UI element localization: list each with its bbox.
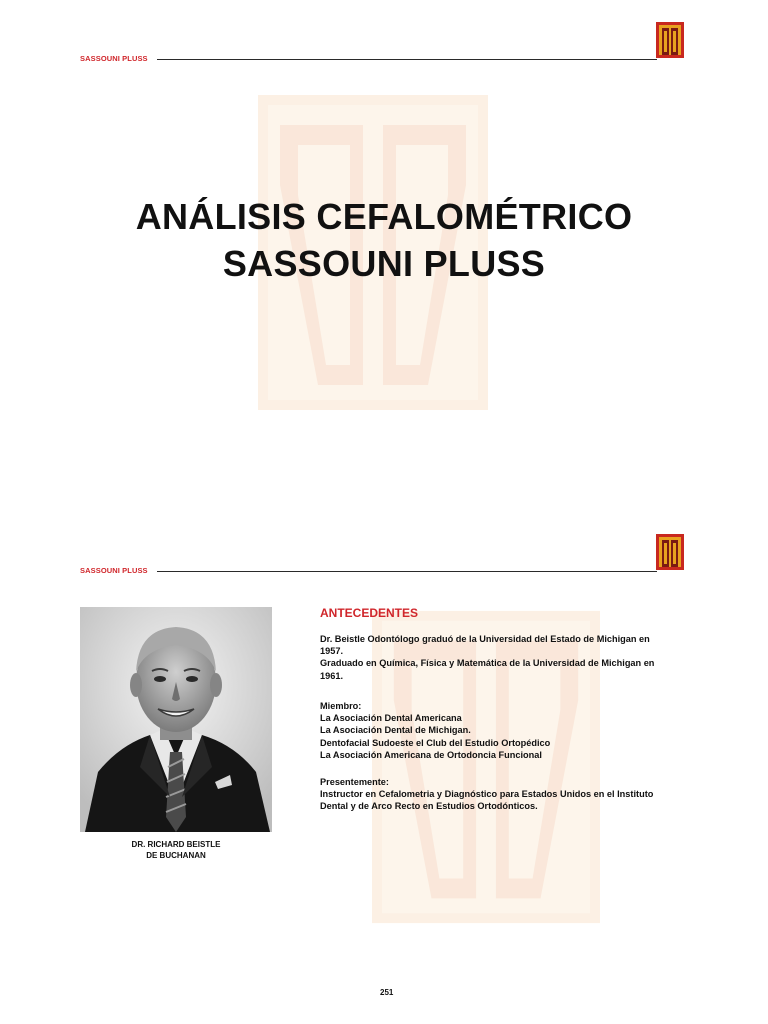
header-rule-2 xyxy=(157,571,657,572)
current-line: Dental y de Arco Recto en Estudios Ortodónticos. xyxy=(320,801,538,812)
caption-line1: DR. RICHARD BEISTLE xyxy=(131,840,221,849)
bio-line: 1957. xyxy=(320,646,343,657)
member-heading: Miembro: xyxy=(320,701,362,711)
member-item: La Asociación Dental de Michigan. xyxy=(320,725,471,736)
header-label-2: SASSOUNI PLUSS xyxy=(80,566,148,575)
member-item: La Asociación Dental Americana xyxy=(320,713,462,724)
member-item: Dentofacial Sudoeste el Club del Estudio Ortopédico xyxy=(320,737,551,748)
bio-line: Dr. Beistle Odontólogo graduó de la Universidad del Estado de Michigan en xyxy=(320,634,650,644)
header-rule xyxy=(157,59,657,60)
page-number: 251 xyxy=(380,988,394,997)
bio-line: 1961. xyxy=(320,670,343,681)
current-line: Instructor en Cefalometria y Diagnóstico para Estados Unidos en el Instituto xyxy=(320,789,654,800)
header-label: SASSOUNI PLUSS xyxy=(80,54,148,63)
membership-block xyxy=(320,700,700,761)
section-heading: ANTECEDENTES xyxy=(320,606,419,620)
biography-block xyxy=(320,633,700,682)
current-heading: Presentemente: xyxy=(320,777,389,787)
portrait-photo xyxy=(80,607,272,832)
caption-line2: DE BUCHANAN xyxy=(146,851,206,860)
logo-emblem-icon xyxy=(656,534,684,570)
member-item: La Asociación Americana de Ortodoncia Funcional xyxy=(320,749,542,760)
portrait-caption xyxy=(80,839,272,861)
bio-line: Graduado en Química, Física y Matemática de la Universidad de Michigan en xyxy=(320,658,655,669)
current-block xyxy=(320,776,700,813)
cover-title-line2: SASSOUNI PLUSS xyxy=(222,243,546,284)
cover-title-line1: ANÁLISIS CEFALOMÉTRICO xyxy=(135,196,633,237)
logo-emblem-icon xyxy=(656,22,684,58)
